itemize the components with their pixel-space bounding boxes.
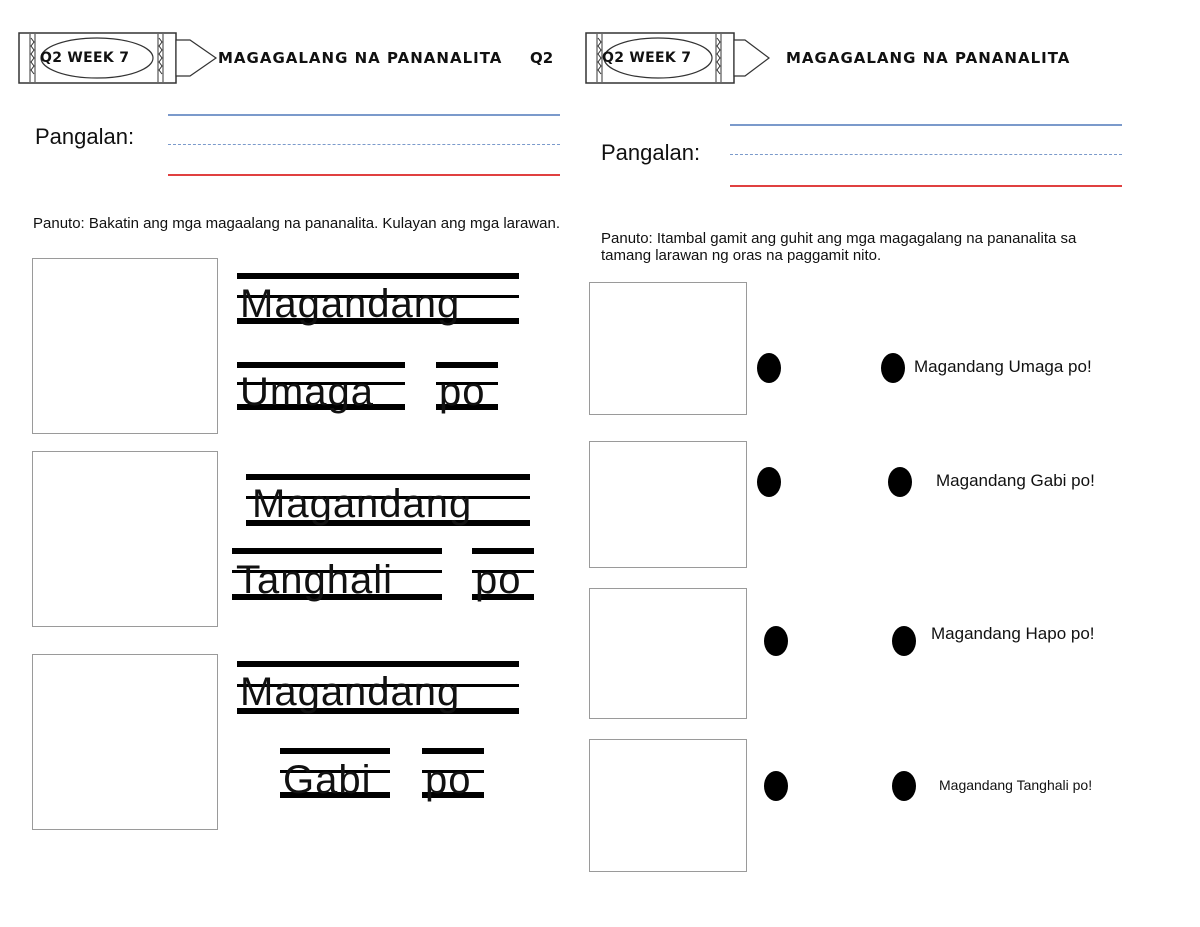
guide-line xyxy=(237,273,519,279)
crayon-label: Q2 WEEK 7 xyxy=(40,50,130,66)
match-dot-right-4[interactable] xyxy=(892,771,916,801)
trace-word: Magandang xyxy=(252,482,473,526)
trace-word: Gabi xyxy=(283,758,372,802)
instructions: Panuto: Bakatin ang mga magaalang na pananalita. Kulayan ang mga larawan. xyxy=(33,215,561,232)
trace-word: Tanghali xyxy=(236,558,394,602)
instructions: Panuto: Itambal gamit ang guhit ang mga magagalang na pananalita sa tamang larawan ng oras na paggamit nito. xyxy=(601,230,1077,264)
crayon-label: Q2 WEEK 7 xyxy=(602,50,692,66)
trace-word: po xyxy=(425,758,472,802)
page-title: MAGAGALANG NA PANANALITA xyxy=(218,49,503,67)
guide-line xyxy=(472,548,534,554)
match-label-3: Magandang Hapo po! xyxy=(931,624,1095,643)
match-label-1: Magandang Umaga po! xyxy=(914,357,1092,376)
match-dot-right-1[interactable] xyxy=(881,353,905,383)
guide-line xyxy=(232,548,442,554)
name-label: Pangalan: xyxy=(601,140,701,165)
trace-word: Magandang xyxy=(240,670,461,714)
name-line-bottom xyxy=(730,185,1122,187)
name-line-middle xyxy=(730,154,1122,155)
trace-word: Magandang xyxy=(240,282,461,326)
guide-line xyxy=(237,362,405,368)
match-label-4: Magandang Tanghali po! xyxy=(939,777,1093,793)
guide-line xyxy=(280,748,390,754)
match-label-2: Magandang Gabi po! xyxy=(936,471,1095,490)
guide-line xyxy=(246,474,530,480)
trace-word: po xyxy=(439,370,486,414)
name-line-middle xyxy=(168,144,560,145)
page-title: MAGAGALANG NA PANANALITA xyxy=(786,49,1071,67)
name-line-top xyxy=(730,124,1122,126)
picture-box-2 xyxy=(32,451,218,627)
picture-box-4 xyxy=(589,739,747,872)
picture-box-1 xyxy=(32,258,218,434)
guide-line xyxy=(237,661,519,667)
guide-line xyxy=(422,748,484,754)
picture-box-1 xyxy=(589,282,747,415)
picture-box-3 xyxy=(589,588,747,719)
match-dot-left-4[interactable] xyxy=(764,771,788,801)
match-dot-left-2[interactable] xyxy=(757,467,781,497)
match-dot-left-1[interactable] xyxy=(757,353,781,383)
trace-word: Umaga xyxy=(240,370,374,414)
picture-box-3 xyxy=(32,654,218,830)
trace-word: po xyxy=(475,558,522,602)
name-label: Pangalan: xyxy=(35,124,135,149)
name-line-bottom xyxy=(168,174,560,176)
name-line-top xyxy=(168,114,560,116)
match-dot-left-3[interactable] xyxy=(764,626,788,656)
title-extra: Q2 xyxy=(530,49,554,67)
picture-box-2 xyxy=(589,441,747,568)
match-dot-right-2[interactable] xyxy=(888,467,912,497)
match-dot-right-3[interactable] xyxy=(892,626,916,656)
guide-line xyxy=(436,362,498,368)
